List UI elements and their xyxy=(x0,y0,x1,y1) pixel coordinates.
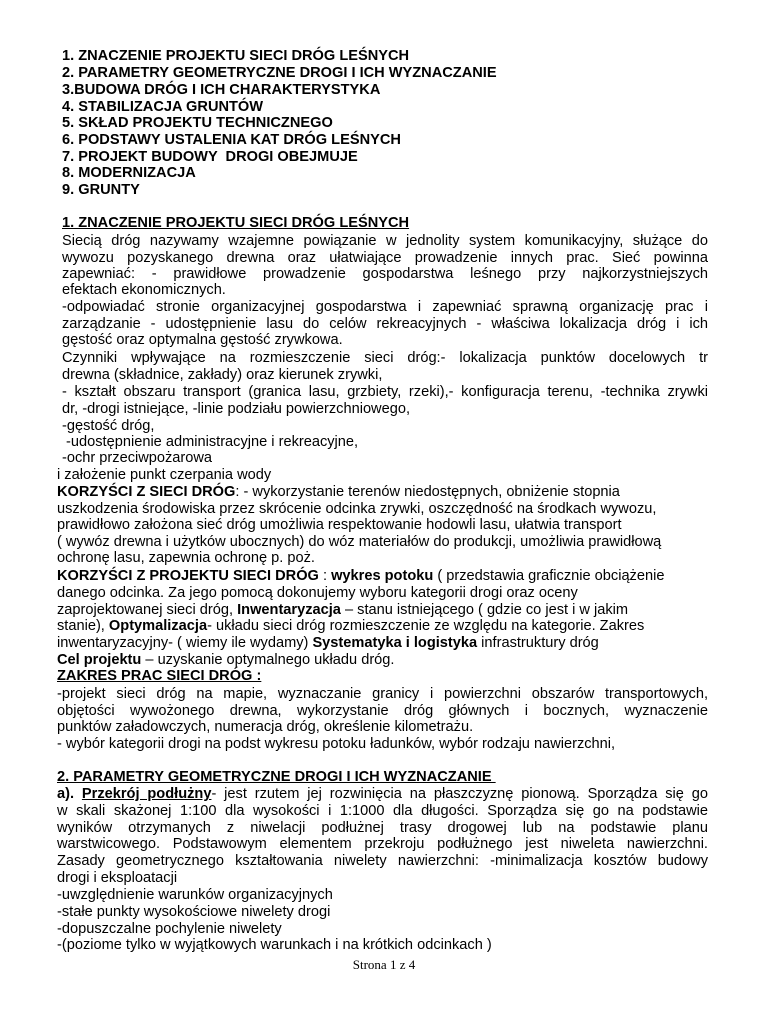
s1-p1-line-4: efektach ekonomicznych. xyxy=(62,282,226,298)
project-benefits-text: ( przedstawia graficznie obciążenie xyxy=(433,568,665,584)
pb3-c: – stanu istniejącego ( gdzie co jest i w jakim xyxy=(340,602,629,618)
scope-heading: ZAKRES PRAC SIECI DRÓG : xyxy=(57,668,262,684)
section-2-heading: 2. PARAMETRY GEOMETRYCZNE DROGI I ICH WYZNACZANIE xyxy=(57,769,496,785)
s2-list-item-4: -(poziome tylko w wyjątkowych warunkach i na krótkich odcinkach ) xyxy=(57,937,492,953)
pb3-a: zaprojektowanej sieci dróg, xyxy=(57,602,238,618)
toc-item-4: 4. STABILIZACJA GRUNTÓW xyxy=(62,99,264,115)
inventory-term: Inwentaryzacja xyxy=(237,602,341,618)
toc-item-1: 1. ZNACZENIE PROJEKTU SIECI DRÓG LEŚNYCH xyxy=(62,48,410,64)
s1-benefits-line-2: uszkodzenia środowiska przez skrócenie odcinka zrywki, oszczędność na środkach wywozu, xyxy=(57,501,657,517)
scope-line-4: - wybór kategorii drogi na podst wykresu potoku ładunków, wybór rodzaju nawierzchni, xyxy=(57,736,616,752)
s2-a-line-5: Zasady geometrycznego kształtowania niwelety nawierzchni: -minimalizacja kosztów budowy xyxy=(57,853,708,869)
s1-benefits-line-5: ochronę lasu, zapewnia ochronę p. poż. xyxy=(57,550,315,566)
goal-label: Cel projektu xyxy=(57,652,142,668)
optimization-term: Optymalizacja xyxy=(108,618,208,634)
s1-p2-line-3: gęstość oraz optymalna gęstość zrywkowa. xyxy=(62,332,343,348)
scope-line-2: objętości wywożonego drewna, wykorzystanie dróg głównych i bocznych, wyznaczenie xyxy=(57,703,708,719)
goal-text: – uzyskanie optymalnego układu dróg. xyxy=(141,652,395,668)
s2-a-line-3: wyników otrzymanych z niwelacji podłużnej trasy drogowej lub na podstawie planu xyxy=(57,820,708,836)
s1-project-benefits-line-5 xyxy=(57,635,599,652)
benefits-label: KORZYŚCI Z SIECI DRÓG xyxy=(57,484,236,500)
s1-p1-line-1: Siecią dróg nazywamy wzajemne powiązanie w jednolity system komunikacyjny, służące do xyxy=(62,233,708,249)
page-footer: Strona 1 z 4 xyxy=(352,957,416,972)
toc-item-6: 6. PODSTAWY USTALENIA KAT DRÓG LEŚNYCH xyxy=(62,132,401,148)
s2-list-item-1: -uwzględnienie warunków organizacyjnych xyxy=(57,887,333,903)
s1-list-item-3: -ochr przeciwpożarowa xyxy=(62,450,213,466)
s1-p2-line-2: zarządzanie - udostępnienie lasu do celów rekreacyjnych - właściwa lokalizacja dróg i ich xyxy=(62,316,708,332)
pb4-a: stanie), xyxy=(57,618,109,634)
s2-a-line-6: drogi i eksploatacji xyxy=(57,870,178,886)
s1-p1-line-2: wywozu pozyskanego drewna oraz ułatwiające prowadzenie innych prac. Sieć powinna xyxy=(62,250,708,266)
pb5-c: infrastruktury dróg xyxy=(477,635,599,651)
s1-project-benefits-line-2: danego odcinka. Za jego pomocą dokonujemy wyboru kategorii drogi oraz oceny xyxy=(57,585,578,601)
toc-item-7: 7. PROJEKT BUDOWY DROGI OBEJMUJE xyxy=(62,149,358,165)
s1-p4-line-2: dr, -drogi istniejące, -linie podziału powierzchniowego, xyxy=(62,401,411,417)
s2-a-line-2: w skali skażonej 1:100 dla wysokości i 1:1000 dla długości. Sporządza się go na podstawie xyxy=(57,803,708,819)
s1-list-item-4: i założenie punkt czerpania wody xyxy=(57,467,272,483)
s1-project-benefits-line-1 xyxy=(57,568,664,585)
longitudinal-profile-term: Przekrój podłużny xyxy=(81,786,212,802)
scope-line-3: punktów załadowczych, numeracja dróg, określenie kilometrażu. xyxy=(57,719,474,735)
flow-chart-term: wykres potoku xyxy=(331,568,434,584)
s1-list-item-1: -gęstość dróg, xyxy=(62,418,155,434)
s2-a-line-4: warstwicowego. Podstawowym elementem przekroju podłużnego jest niweleta nawierzchni. xyxy=(57,836,708,852)
s1-p2-line-1: -odpowiadać stronie organizacyjnej gospodarstwa i zapewniać sprawną organizację prac i xyxy=(62,299,708,315)
s1-p3-line-1: Czynniki wpływające na rozmieszczenie sieci dróg:- lokalizacja punktów docelowych tr xyxy=(62,350,708,366)
s1-benefits-line-3: prawidłowo założona sieć dróg umożliwia respektowanie hodowli lasu, ułatwia transport xyxy=(57,517,622,533)
s1-benefits-line-4: ( wywóz drewna i użytków ubocznych) do wóz materiałów do produkcji, umożliwia prawidłową xyxy=(57,534,662,550)
toc-item-9: 9. GRUNTY xyxy=(62,182,140,198)
s2-list-item-2: -stałe punkty wysokościowe niwelety drogi xyxy=(57,904,331,920)
s1-goal-line xyxy=(57,652,394,669)
section-1-heading: 1. ZNACZENIE PROJEKTU SIECI DRÓG LEŚNYCH xyxy=(62,215,410,231)
toc-item-5: 5. SKŁAD PROJEKTU TECHNICZNEGO xyxy=(62,115,333,131)
s2-a-line-1 xyxy=(57,786,708,803)
s2-a-label: a). xyxy=(57,786,82,802)
s1-project-benefits-line-4 xyxy=(57,618,644,635)
toc-item-2: 2. PARAMETRY GEOMETRYCZNE DROGI I ICH WYZNACZANIE xyxy=(62,65,497,81)
s1-benefits-line-1 xyxy=(57,484,620,501)
s1-p3-line-2: drewna (składnice, zakłady) oraz kierunek zrywki, xyxy=(62,367,383,383)
systematics-term: Systematyka i logistyka xyxy=(312,635,478,651)
s1-project-benefits-line-3 xyxy=(57,602,628,619)
s1-p4-line-1: - kształt obszaru transport (granica lasu, grzbiety, rzeki),- konfiguracja terenu, -technika zrywki xyxy=(62,384,708,400)
s2-a-text: - jest rzutem jej rozwinięcia na płaszczyznę pionową. Sporządza się go xyxy=(211,786,708,802)
project-benefits-label: KORZYŚCI Z PROJEKTU SIECI DRÓG xyxy=(57,568,319,584)
benefits-text: : - wykorzystanie terenów niedostępnych, obniżenie stopnia xyxy=(235,484,620,500)
pb5-a: inwentaryzacyjny- ( wiemy ile wydamy) xyxy=(57,635,313,651)
scope-line-1: -projekt sieci dróg na mapie, wyznaczanie granicy i powierzchni obszarów transportowych, xyxy=(57,686,708,702)
project-benefits-sep: : xyxy=(318,568,332,584)
s1-list-item-2: -udostępnienie administracyjne i rekreacyjne, xyxy=(62,434,359,450)
toc-item-3: 3.BUDOWA DRÓG I ICH CHARAKTERYSTYKA xyxy=(62,82,381,98)
s1-p1-line-3: zapewniać: - prawidłowe prowadzenie gospodarstwa leśnego przy najkorzystniejszych xyxy=(62,266,708,282)
s2-list-item-3: -dopuszczalne pochylenie niwelety xyxy=(57,921,282,937)
pb4-c: - układu sieci dróg rozmieszczenie ze względu na kategorie. Zakres xyxy=(207,618,645,634)
toc-item-8: 8. MODERNIZACJA xyxy=(62,165,196,181)
